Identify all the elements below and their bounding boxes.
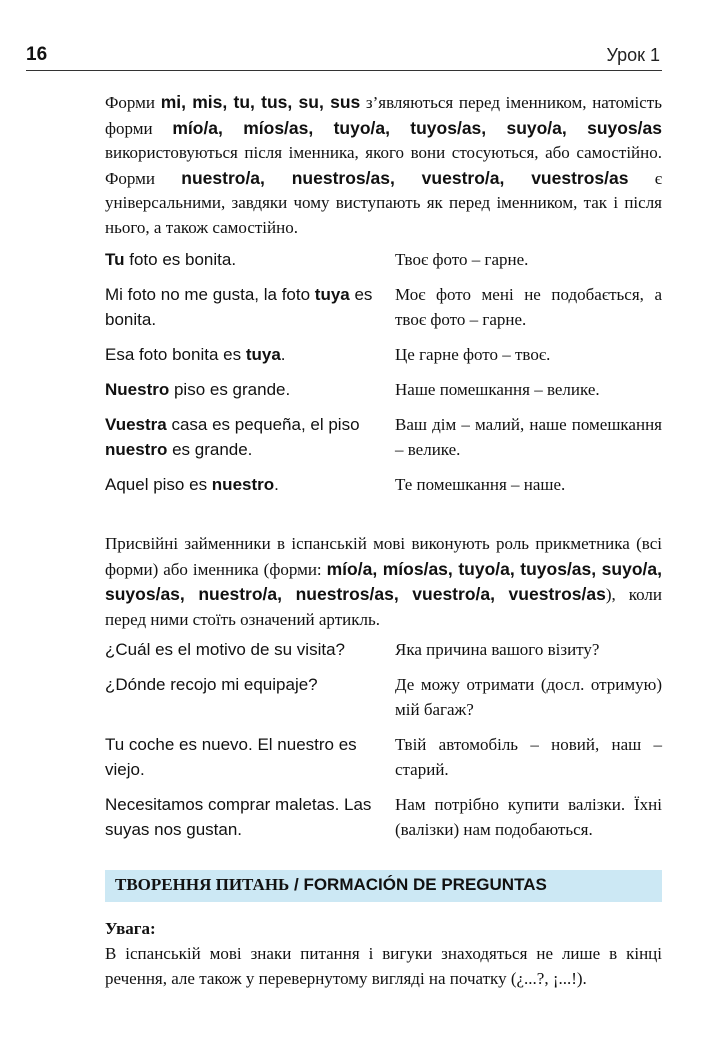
intro-text-4: є універсальними, завдяки чому виступають як перед іменником, так і після нього, а також самостійно. xyxy=(105,168,662,237)
intro-text-2: з’являються перед іменником, натомість форми xyxy=(105,93,662,138)
intro-text-3: використовуються після іменника, якого вони стосуються, або самостійно. Форми xyxy=(105,143,662,188)
spanish-text: Aquel piso es xyxy=(105,475,212,494)
intro-paragraph-block xyxy=(105,90,662,240)
spanish-keyword: Vuestra xyxy=(105,415,167,434)
intro-paragraph xyxy=(105,90,662,240)
example-row xyxy=(105,342,662,367)
second-text-1: Присвійні займенники в іспанській мові виконують роль прикметника (всі форми) або іменника (форми: xyxy=(105,534,662,579)
example-row xyxy=(105,282,662,332)
section-title-separator: / xyxy=(289,875,304,894)
example-row xyxy=(105,792,662,842)
second-forms: mío/a, míos/as, tuyo/a, tuyos/as, suyo/a, suyos/as, nuestro/a, nuestros/as, vuestro/a, vuestros/as xyxy=(105,558,662,604)
example-ukrainian: Це гарне фото – твоє. xyxy=(395,345,551,364)
example-spanish xyxy=(105,472,395,497)
section-title-es: FORMACIÓN DE PREGUNTAS xyxy=(303,875,547,894)
spanish-keyword: nuestro xyxy=(105,440,168,459)
note-title: Увага: xyxy=(105,919,156,938)
example-spanish: ¿Cuál es el motivo de su visita? xyxy=(105,640,345,659)
lesson-label: Урок 1 xyxy=(606,45,660,65)
note-block xyxy=(105,917,662,991)
examples-table-1 xyxy=(105,247,662,497)
spanish-text: Esa foto bonita es xyxy=(105,345,246,364)
example-spanish xyxy=(105,412,395,462)
example-row xyxy=(105,672,662,722)
spanish-text: . xyxy=(280,345,286,364)
example-spanish: Necesitamos comprar maletas. Las suyas nos gustan. xyxy=(105,795,372,839)
example-row xyxy=(105,412,662,462)
spanish-text: foto es bonita. xyxy=(124,250,237,269)
spanish-text: . xyxy=(274,475,279,494)
example-ukrainian: Те помешкання – наше. xyxy=(395,475,566,494)
spanish-text: piso es grande. xyxy=(169,380,291,399)
intro-forms-universal: nuestro/a, nuestros/as, vuestro/a, vuestros/as xyxy=(181,167,629,188)
example-ukrainian: Наше помешкання – велике. xyxy=(395,380,600,399)
intro-text-1: Форми xyxy=(105,93,161,112)
examples-table-2 xyxy=(105,637,662,852)
section-heading xyxy=(105,870,662,902)
example-spanish xyxy=(105,282,395,332)
intro-forms-before: mi, mis, tu, tus, su, sus xyxy=(160,92,361,112)
second-paragraph xyxy=(105,532,662,632)
page-number: 16 xyxy=(26,44,48,65)
page-header xyxy=(26,42,662,71)
example-ukrainian: Яка причина вашого візиту? xyxy=(395,640,600,659)
spanish-text: es bonita. xyxy=(105,285,373,329)
second-paragraph-block xyxy=(105,532,662,632)
example-spanish xyxy=(105,342,395,367)
example-ukrainian: Моє фото мені не подобається, а твоє фото – гарне. xyxy=(395,285,662,329)
example-row xyxy=(105,247,662,272)
spanish-text: Mi foto no me gusta, la foto xyxy=(105,285,315,304)
example-ukrainian: Твій автомобіль – новий, наш – старий. xyxy=(395,735,662,779)
spanish-keyword: Nuestro xyxy=(105,380,170,399)
example-spanish: ¿Dónde recojo mi equipaje? xyxy=(105,675,318,694)
example-row xyxy=(105,377,662,402)
second-text-2: ), коли перед ними стоїть означений артикль. xyxy=(105,585,662,629)
example-ukrainian: Ваш дім – малий, наше помешкання – велике. xyxy=(395,415,662,459)
spanish-keyword: Tu xyxy=(105,250,125,269)
example-ukrainian: Де можу отримати (досл. отримую) мій багаж? xyxy=(395,675,662,719)
spanish-text: es grande. xyxy=(167,440,253,459)
example-spanish: Tu coche es nuevo. El nuestro es viejo. xyxy=(105,735,357,779)
example-row xyxy=(105,637,662,662)
note-text: В іспанській мові знаки питання і вигуки знаходяться не лише в кінці речення, але також у перевернутому вигляді на початку (¿...?, ¡...!). xyxy=(105,944,662,988)
spanish-text: casa es pequeña, el piso xyxy=(166,415,360,434)
example-ukrainian: Твоє фото – гарне. xyxy=(395,250,529,269)
example-spanish xyxy=(105,377,395,402)
example-row xyxy=(105,472,662,497)
spanish-keyword: nuestro xyxy=(211,475,275,494)
spanish-keyword: tuya xyxy=(314,285,350,304)
spanish-keyword: tuya xyxy=(245,345,281,364)
section-title-ua: ТВОРЕННЯ ПИТАНЬ xyxy=(115,875,290,894)
example-row xyxy=(105,732,662,782)
example-spanish xyxy=(105,247,395,272)
intro-forms-after: mío/a, míos/as, tuyo/a, tuyos/as, suyo/a, suyos/as xyxy=(172,117,662,138)
example-ukrainian: Нам потрібно купити валізки. Їхні (валізки) нам подобаються. xyxy=(395,795,662,839)
